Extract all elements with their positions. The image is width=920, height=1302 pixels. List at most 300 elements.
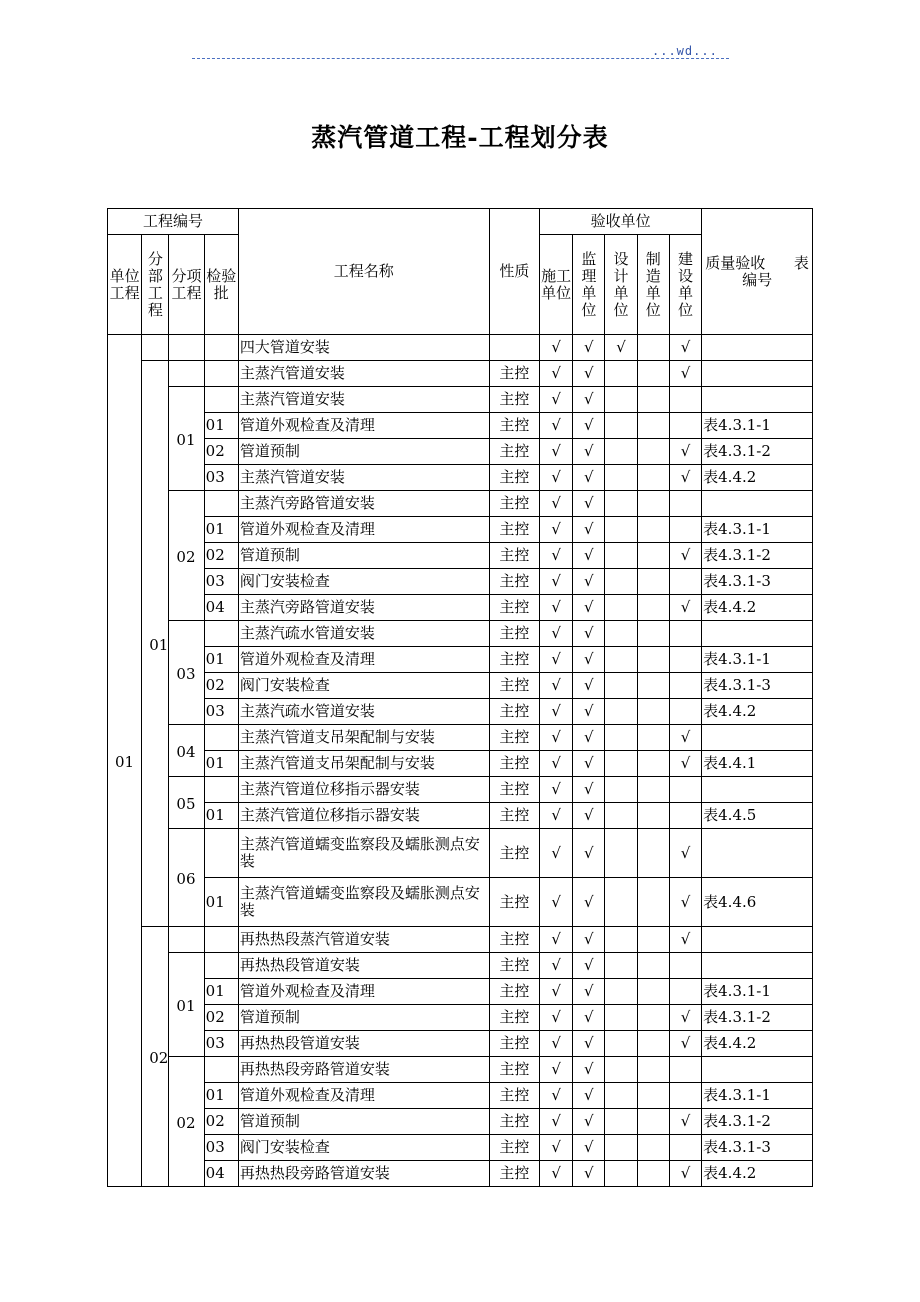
check-design xyxy=(605,569,637,595)
check-design xyxy=(605,595,637,621)
table-row xyxy=(108,1057,813,1083)
check-supervision: √ xyxy=(573,491,605,517)
check-owner xyxy=(669,1083,701,1109)
inspection-lot-cell xyxy=(204,361,238,387)
check-supervision: √ xyxy=(573,569,605,595)
check-manufacture xyxy=(637,1161,669,1187)
header-project-name: 工程名称 xyxy=(238,209,489,335)
check-construction: √ xyxy=(540,335,573,361)
table-row xyxy=(108,465,813,491)
check-owner: √ xyxy=(669,439,701,465)
quality-form-number: 表4.4.6 xyxy=(702,878,813,927)
check-design xyxy=(605,878,637,927)
quality-form-number: 表4.4.2 xyxy=(702,1161,813,1187)
project-name-cell: 主蒸汽管道位移指示器安装 xyxy=(238,803,489,829)
check-manufacture xyxy=(637,543,669,569)
check-supervision: √ xyxy=(573,777,605,803)
project-name-cell: 主蒸汽管道位移指示器安装 xyxy=(238,777,489,803)
check-owner xyxy=(669,491,701,517)
table-row xyxy=(108,413,813,439)
item-cell-code: 01 xyxy=(176,430,196,449)
nature-cell: 主控 xyxy=(489,1135,539,1161)
item-cell-code: 02 xyxy=(176,547,196,566)
check-manufacture xyxy=(637,413,669,439)
header-nature: 性质 xyxy=(489,209,539,335)
nature-cell: 主控 xyxy=(489,413,539,439)
check-design xyxy=(605,1109,637,1135)
project-name-cell: 阀门安装检查 xyxy=(238,673,489,699)
item-cell xyxy=(169,387,204,491)
inspection-lot-cell: 02 xyxy=(204,1005,238,1031)
check-design xyxy=(605,927,637,953)
check-manufacture xyxy=(637,1057,669,1083)
check-construction: √ xyxy=(540,878,573,927)
check-supervision: √ xyxy=(573,465,605,491)
quality-form-number xyxy=(702,1057,813,1083)
check-owner xyxy=(669,569,701,595)
check-construction: √ xyxy=(540,953,573,979)
check-supervision: √ xyxy=(573,1109,605,1135)
table-row xyxy=(108,953,813,979)
item-cell-empty xyxy=(169,361,204,387)
check-owner: √ xyxy=(669,543,701,569)
check-design xyxy=(605,751,637,777)
check-owner: √ xyxy=(669,829,701,878)
check-owner xyxy=(669,1057,701,1083)
check-design xyxy=(605,1005,637,1031)
check-manufacture xyxy=(637,465,669,491)
inspection-lot-cell: 01 xyxy=(204,413,238,439)
table-row xyxy=(108,699,813,725)
check-owner xyxy=(669,413,701,439)
check-manufacture xyxy=(637,595,669,621)
check-supervision: √ xyxy=(573,1083,605,1109)
quality-form-number: 表4.3.1-3 xyxy=(702,673,813,699)
inspection-lot-cell xyxy=(204,491,238,517)
check-supervision: √ xyxy=(573,699,605,725)
project-name-cell: 主蒸汽旁路管道安装 xyxy=(238,595,489,621)
inspection-lot-cell: 02 xyxy=(204,439,238,465)
check-manufacture xyxy=(637,335,669,361)
check-design xyxy=(605,699,637,725)
check-manufacture xyxy=(637,673,669,699)
check-owner xyxy=(669,621,701,647)
check-manufacture xyxy=(637,803,669,829)
check-manufacture xyxy=(637,953,669,979)
check-design xyxy=(605,621,637,647)
check-manufacture xyxy=(637,1135,669,1161)
unit-project-cell xyxy=(108,335,142,1187)
check-construction: √ xyxy=(540,1109,573,1135)
table-row xyxy=(108,491,813,517)
item-cell xyxy=(169,829,204,927)
table-row xyxy=(108,1161,813,1187)
check-design xyxy=(605,1083,637,1109)
inspection-lot-cell: 01 xyxy=(204,647,238,673)
quality-form-number xyxy=(702,725,813,751)
inspection-lot-cell: 04 xyxy=(204,1161,238,1187)
header-sub-item: 分项工程 xyxy=(169,235,204,335)
check-design xyxy=(605,725,637,751)
nature-cell: 主控 xyxy=(489,1161,539,1187)
check-owner xyxy=(669,517,701,543)
quality-form-number xyxy=(702,829,813,878)
inspection-lot-cell: 01 xyxy=(204,803,238,829)
nature-cell: 主控 xyxy=(489,465,539,491)
quality-form-number: 表4.4.2 xyxy=(702,699,813,725)
project-name-cell: 管道外观检查及清理 xyxy=(238,517,489,543)
project-name-cell: 主蒸汽管道支吊架配制与安装 xyxy=(238,725,489,751)
inspection-lot-cell xyxy=(204,927,238,953)
check-owner xyxy=(669,777,701,803)
nature-cell: 主控 xyxy=(489,1083,539,1109)
check-supervision: √ xyxy=(573,335,605,361)
check-construction: √ xyxy=(540,725,573,751)
quality-form-number: 表4.4.2 xyxy=(702,595,813,621)
division-cell-code: 01 xyxy=(149,635,169,654)
check-manufacture xyxy=(637,777,669,803)
header-unit-project: 单位工程 xyxy=(108,235,142,335)
check-manufacture xyxy=(637,979,669,1005)
header-design: 设计单位 xyxy=(605,235,637,335)
table-row xyxy=(108,387,813,413)
check-design xyxy=(605,361,637,387)
check-design xyxy=(605,439,637,465)
check-manufacture xyxy=(637,1031,669,1057)
division-cell xyxy=(142,361,169,927)
check-design xyxy=(605,953,637,979)
check-owner: √ xyxy=(669,361,701,387)
check-design xyxy=(605,673,637,699)
inspection-lot-cell: 02 xyxy=(204,543,238,569)
quality-form-number xyxy=(702,621,813,647)
item-cell xyxy=(169,777,204,829)
check-design xyxy=(605,829,637,878)
header-sub-division: 分部工程 xyxy=(142,235,169,335)
check-design xyxy=(605,803,637,829)
inspection-lot-cell xyxy=(204,335,238,361)
nature-cell: 主控 xyxy=(489,927,539,953)
inspection-lot-cell xyxy=(204,387,238,413)
nature-cell: 主控 xyxy=(489,543,539,569)
check-construction: √ xyxy=(540,927,573,953)
division-cell-empty xyxy=(142,335,169,361)
project-name-cell: 主蒸汽疏水管道安装 xyxy=(238,621,489,647)
project-name-cell: 主蒸汽管道安装 xyxy=(238,465,489,491)
check-construction: √ xyxy=(540,465,573,491)
inspection-lot-cell xyxy=(204,1057,238,1083)
project-name-cell: 阀门安装检查 xyxy=(238,1135,489,1161)
check-supervision: √ xyxy=(573,829,605,878)
inspection-lot-cell xyxy=(204,621,238,647)
check-supervision: √ xyxy=(573,927,605,953)
table-row xyxy=(108,1083,813,1109)
nature-cell: 主控 xyxy=(489,751,539,777)
check-manufacture xyxy=(637,751,669,777)
table-row xyxy=(108,751,813,777)
check-construction: √ xyxy=(540,1031,573,1057)
item-cell-code: 05 xyxy=(176,794,196,813)
page-header-mark: ...wd... xyxy=(652,44,718,58)
check-construction: √ xyxy=(540,595,573,621)
inspection-lot-cell: 01 xyxy=(204,878,238,927)
table-row xyxy=(108,595,813,621)
check-supervision: √ xyxy=(573,979,605,1005)
inspection-lot-cell xyxy=(204,777,238,803)
quality-form-number: 表4.3.1-2 xyxy=(702,439,813,465)
nature-cell: 主控 xyxy=(489,878,539,927)
check-supervision: √ xyxy=(573,413,605,439)
table-row xyxy=(108,335,813,361)
check-supervision: √ xyxy=(573,1135,605,1161)
check-construction: √ xyxy=(540,751,573,777)
inspection-lot-cell: 01 xyxy=(204,1083,238,1109)
project-name-cell: 主蒸汽管道安装 xyxy=(238,361,489,387)
check-design xyxy=(605,413,637,439)
check-construction: √ xyxy=(540,699,573,725)
nature-cell: 主控 xyxy=(489,725,539,751)
check-design xyxy=(605,517,637,543)
item-cell-code: 02 xyxy=(176,1113,196,1132)
table-row xyxy=(108,569,813,595)
table-row xyxy=(108,829,813,878)
check-manufacture xyxy=(637,647,669,673)
nature-cell xyxy=(489,335,539,361)
item-cell xyxy=(169,953,204,1057)
check-construction: √ xyxy=(540,647,573,673)
header-quality-form-a: 质量验收 xyxy=(705,253,766,272)
project-name-cell: 管道外观检查及清理 xyxy=(238,413,489,439)
header-quality-form xyxy=(702,209,813,335)
quality-form-number: 表4.3.1-2 xyxy=(702,1005,813,1031)
check-design: √ xyxy=(605,335,637,361)
check-construction: √ xyxy=(540,543,573,569)
quality-form-number xyxy=(702,387,813,413)
quality-form-number: 表4.4.2 xyxy=(702,465,813,491)
nature-cell: 主控 xyxy=(489,953,539,979)
check-manufacture xyxy=(637,1109,669,1135)
project-name-cell: 再热热段管道安装 xyxy=(238,1031,489,1057)
check-manufacture xyxy=(637,699,669,725)
inspection-lot-cell: 04 xyxy=(204,595,238,621)
item-cell xyxy=(169,491,204,621)
check-manufacture xyxy=(637,387,669,413)
check-construction: √ xyxy=(540,1161,573,1187)
check-design xyxy=(605,543,637,569)
division-cell-code: 02 xyxy=(149,1048,169,1067)
item-cell-code: 03 xyxy=(176,664,196,683)
inspection-lot-cell: 02 xyxy=(204,673,238,699)
check-supervision: √ xyxy=(573,595,605,621)
project-name-cell: 主蒸汽管道蠕变监察段及蠕胀测点安装 xyxy=(238,829,489,878)
check-supervision: √ xyxy=(573,1057,605,1083)
inspection-lot-cell: 01 xyxy=(204,979,238,1005)
header-row-1 xyxy=(108,209,813,235)
item-cell-code: 04 xyxy=(176,742,196,761)
check-construction: √ xyxy=(540,1083,573,1109)
header-construction: 施工单位 xyxy=(540,235,573,335)
check-supervision: √ xyxy=(573,647,605,673)
inspection-lot-cell: 03 xyxy=(204,1135,238,1161)
check-owner: √ xyxy=(669,725,701,751)
page-title: 蒸汽管道工程-工程划分表 xyxy=(311,123,609,152)
page-header-rule xyxy=(192,58,729,59)
check-manufacture xyxy=(637,439,669,465)
check-owner xyxy=(669,803,701,829)
table-row xyxy=(108,439,813,465)
check-construction: √ xyxy=(540,569,573,595)
quality-form-number: 表4.3.1-1 xyxy=(702,979,813,1005)
unit-project-cell-code: 01 xyxy=(115,752,135,771)
check-supervision: √ xyxy=(573,361,605,387)
check-manufacture xyxy=(637,829,669,878)
table-row xyxy=(108,361,813,387)
quality-form-number: 表4.3.1-1 xyxy=(702,1083,813,1109)
project-name-cell: 管道外观检查及清理 xyxy=(238,1083,489,1109)
check-design xyxy=(605,1135,637,1161)
header-manufacture: 制造单位 xyxy=(637,235,669,335)
check-construction: √ xyxy=(540,621,573,647)
header-owner: 建设单位 xyxy=(669,235,701,335)
nature-cell: 主控 xyxy=(489,1057,539,1083)
check-owner: √ xyxy=(669,335,701,361)
inspection-lot-cell xyxy=(204,829,238,878)
table-row xyxy=(108,878,813,927)
check-owner: √ xyxy=(669,878,701,927)
item-cell-empty xyxy=(169,335,204,361)
check-supervision: √ xyxy=(573,1005,605,1031)
check-owner xyxy=(669,699,701,725)
inspection-lot-cell: 03 xyxy=(204,1031,238,1057)
check-construction: √ xyxy=(540,1057,573,1083)
check-construction: √ xyxy=(540,803,573,829)
check-manufacture xyxy=(637,927,669,953)
check-owner: √ xyxy=(669,1031,701,1057)
inspection-lot-cell: 03 xyxy=(204,465,238,491)
quality-form-number xyxy=(702,361,813,387)
table-row xyxy=(108,647,813,673)
check-construction: √ xyxy=(540,979,573,1005)
inspection-lot-cell: 02 xyxy=(204,1109,238,1135)
project-name-cell: 主蒸汽疏水管道安装 xyxy=(238,699,489,725)
project-name-cell: 管道预制 xyxy=(238,543,489,569)
nature-cell: 主控 xyxy=(489,387,539,413)
check-owner xyxy=(669,673,701,699)
quality-form-number: 表4.3.1-3 xyxy=(702,1135,813,1161)
table-row xyxy=(108,803,813,829)
check-design xyxy=(605,1031,637,1057)
table-row xyxy=(108,1031,813,1057)
check-owner xyxy=(669,1135,701,1161)
check-owner: √ xyxy=(669,1109,701,1135)
check-design xyxy=(605,491,637,517)
quality-form-number xyxy=(702,953,813,979)
quality-form-number: 表4.3.1-1 xyxy=(702,647,813,673)
header-inspection-lot: 检验批 xyxy=(204,235,238,335)
quality-form-number: 表4.3.1-1 xyxy=(702,413,813,439)
quality-form-number: 表4.3.1-3 xyxy=(702,569,813,595)
project-name-cell: 再热热段管道安装 xyxy=(238,953,489,979)
check-supervision: √ xyxy=(573,1161,605,1187)
check-manufacture xyxy=(637,725,669,751)
table-row xyxy=(108,543,813,569)
check-supervision: √ xyxy=(573,953,605,979)
nature-cell: 主控 xyxy=(489,621,539,647)
project-name-cell: 主蒸汽管道安装 xyxy=(238,387,489,413)
check-owner xyxy=(669,979,701,1005)
table-row xyxy=(108,517,813,543)
inspection-lot-cell: 03 xyxy=(204,569,238,595)
division-cell xyxy=(142,927,169,1187)
check-supervision: √ xyxy=(573,621,605,647)
header-quality-form-c: 编号 xyxy=(742,270,773,289)
check-design xyxy=(605,979,637,1005)
project-name-cell: 阀门安装检查 xyxy=(238,569,489,595)
header-supervision: 监理单位 xyxy=(573,235,605,335)
check-supervision: √ xyxy=(573,439,605,465)
nature-cell: 主控 xyxy=(489,491,539,517)
project-name-cell: 管道预制 xyxy=(238,1005,489,1031)
check-construction: √ xyxy=(540,829,573,878)
nature-cell: 主控 xyxy=(489,699,539,725)
check-owner: √ xyxy=(669,1161,701,1187)
table-row xyxy=(108,1005,813,1031)
table-row xyxy=(108,777,813,803)
nature-cell: 主控 xyxy=(489,979,539,1005)
table-row xyxy=(108,673,813,699)
quality-form-number xyxy=(702,335,813,361)
check-manufacture xyxy=(637,491,669,517)
project-name-cell: 主蒸汽旁路管道安装 xyxy=(238,491,489,517)
check-manufacture xyxy=(637,517,669,543)
check-design xyxy=(605,777,637,803)
check-construction: √ xyxy=(540,439,573,465)
project-name-cell: 再热热段旁路管道安装 xyxy=(238,1057,489,1083)
check-supervision: √ xyxy=(573,803,605,829)
check-supervision: √ xyxy=(573,725,605,751)
item-cell-empty xyxy=(169,927,204,953)
quality-form-number: 表4.3.1-2 xyxy=(702,1109,813,1135)
nature-cell: 主控 xyxy=(489,673,539,699)
check-design xyxy=(605,1057,637,1083)
check-manufacture xyxy=(637,569,669,595)
nature-cell: 主控 xyxy=(489,595,539,621)
item-cell xyxy=(169,725,204,777)
check-construction: √ xyxy=(540,517,573,543)
quality-form-number: 表4.4.5 xyxy=(702,803,813,829)
nature-cell: 主控 xyxy=(489,647,539,673)
project-name-cell: 管道外观检查及清理 xyxy=(238,979,489,1005)
project-name-cell: 管道预制 xyxy=(238,439,489,465)
nature-cell: 主控 xyxy=(489,439,539,465)
check-owner: √ xyxy=(669,927,701,953)
table-row xyxy=(108,1109,813,1135)
table-row xyxy=(108,979,813,1005)
nature-cell: 主控 xyxy=(489,361,539,387)
nature-cell: 主控 xyxy=(489,517,539,543)
nature-cell: 主控 xyxy=(489,1109,539,1135)
item-cell xyxy=(169,1057,204,1187)
nature-cell: 主控 xyxy=(489,1005,539,1031)
check-construction: √ xyxy=(540,777,573,803)
check-owner: √ xyxy=(669,465,701,491)
project-name-cell: 主蒸汽管道支吊架配制与安装 xyxy=(238,751,489,777)
header-acceptance-unit: 验收单位 xyxy=(540,209,702,235)
header-project-code: 工程编号 xyxy=(108,209,239,235)
check-owner xyxy=(669,647,701,673)
inspection-lot-cell xyxy=(204,725,238,751)
check-construction: √ xyxy=(540,413,573,439)
